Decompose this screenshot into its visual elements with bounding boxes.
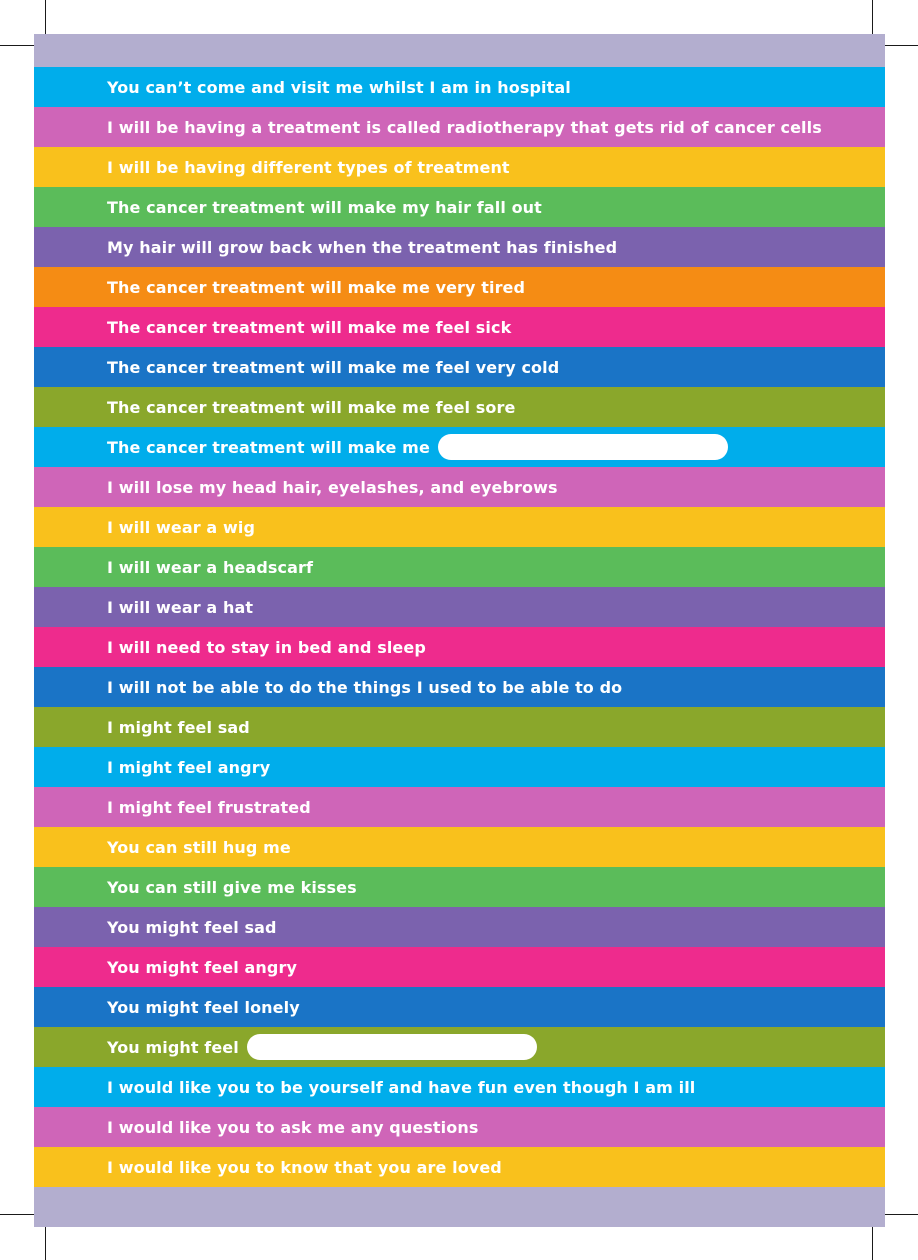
statement-row — [34, 347, 885, 387]
statement-row — [34, 707, 885, 747]
fill-in-blank[interactable] — [438, 434, 728, 460]
statement-row — [34, 427, 885, 467]
statement-text: I will be having different types of treatment — [107, 157, 510, 177]
statement-text: I would like you to know that you are loved — [107, 1157, 502, 1177]
statement-text: You might feel — [107, 1037, 239, 1057]
crop-mark — [872, 1227, 873, 1260]
statement-row — [34, 187, 885, 227]
statement-text: I might feel frustrated — [107, 797, 311, 817]
statement-text: I might feel angry — [107, 757, 271, 777]
crop-mark — [45, 1227, 46, 1260]
statement-row — [34, 467, 885, 507]
statement-row — [34, 587, 885, 627]
statement-text: You can still give me kisses — [107, 877, 357, 897]
statement-row — [34, 547, 885, 587]
statement-text: You might feel sad — [107, 917, 277, 937]
statement-row — [34, 667, 885, 707]
statement-text: I will wear a hat — [107, 597, 254, 617]
statement-text: I will need to stay in bed and sleep — [107, 637, 426, 657]
statement-text: I will not be able to do the things I used to be able to do — [107, 677, 623, 697]
statement-row — [34, 147, 885, 187]
statement-row — [34, 867, 885, 907]
statement-row — [34, 787, 885, 827]
statement-row — [34, 267, 885, 307]
crop-mark — [885, 45, 918, 46]
statement-text: You might feel angry — [107, 957, 297, 977]
statement-text: I would like you to be yourself and have fun even though I am ill — [107, 1077, 696, 1097]
statement-list — [34, 67, 885, 1187]
statement-row — [34, 227, 885, 267]
statement-text: You might feel lonely — [107, 997, 300, 1017]
statement-text: I would like you to ask me any questions — [107, 1117, 479, 1137]
statement-row — [34, 1067, 885, 1107]
statement-text: I will be having a treatment is called radiotherapy that gets rid of cancer cells — [107, 117, 822, 137]
statement-row — [34, 947, 885, 987]
statement-row — [34, 907, 885, 947]
statement-text: I will wear a wig — [107, 517, 256, 537]
crop-mark — [885, 1214, 918, 1215]
statement-text: I will lose my head hair, eyelashes, and eyebrows — [107, 477, 558, 497]
statement-row — [34, 107, 885, 147]
statement-text: My hair will grow back when the treatment has finished — [107, 237, 618, 257]
statement-row — [34, 827, 885, 867]
statement-row — [34, 1027, 885, 1067]
crop-mark — [872, 0, 873, 34]
statement-row — [34, 387, 885, 427]
crop-mark — [45, 0, 46, 34]
statement-text: You can’t come and visit me whilst I am in hospital — [107, 77, 571, 97]
statement-text: The cancer treatment will make me feel sick — [107, 317, 512, 337]
statement-text: The cancer treatment will make me feel very cold — [107, 357, 560, 377]
statement-row — [34, 627, 885, 667]
statement-text: The cancer treatment will make me feel sore — [107, 397, 516, 417]
statement-row — [34, 307, 885, 347]
statement-text: The cancer treatment will make my hair fall out — [107, 197, 542, 217]
statement-text: The cancer treatment will make me very tired — [107, 277, 526, 297]
crop-mark — [0, 45, 34, 46]
statement-row — [34, 507, 885, 547]
statement-text: You can still hug me — [107, 837, 291, 857]
statement-row — [34, 1107, 885, 1147]
statement-text: I will wear a headscarf — [107, 557, 314, 577]
statement-text: I might feel sad — [107, 717, 250, 737]
crop-mark — [0, 1214, 34, 1215]
statement-row — [34, 987, 885, 1027]
statement-row — [34, 67, 885, 107]
statement-text: The cancer treatment will make me — [107, 437, 430, 457]
fill-in-blank[interactable] — [247, 1034, 537, 1060]
statement-sheet — [34, 34, 885, 1227]
statement-row — [34, 1147, 885, 1187]
statement-row — [34, 747, 885, 787]
